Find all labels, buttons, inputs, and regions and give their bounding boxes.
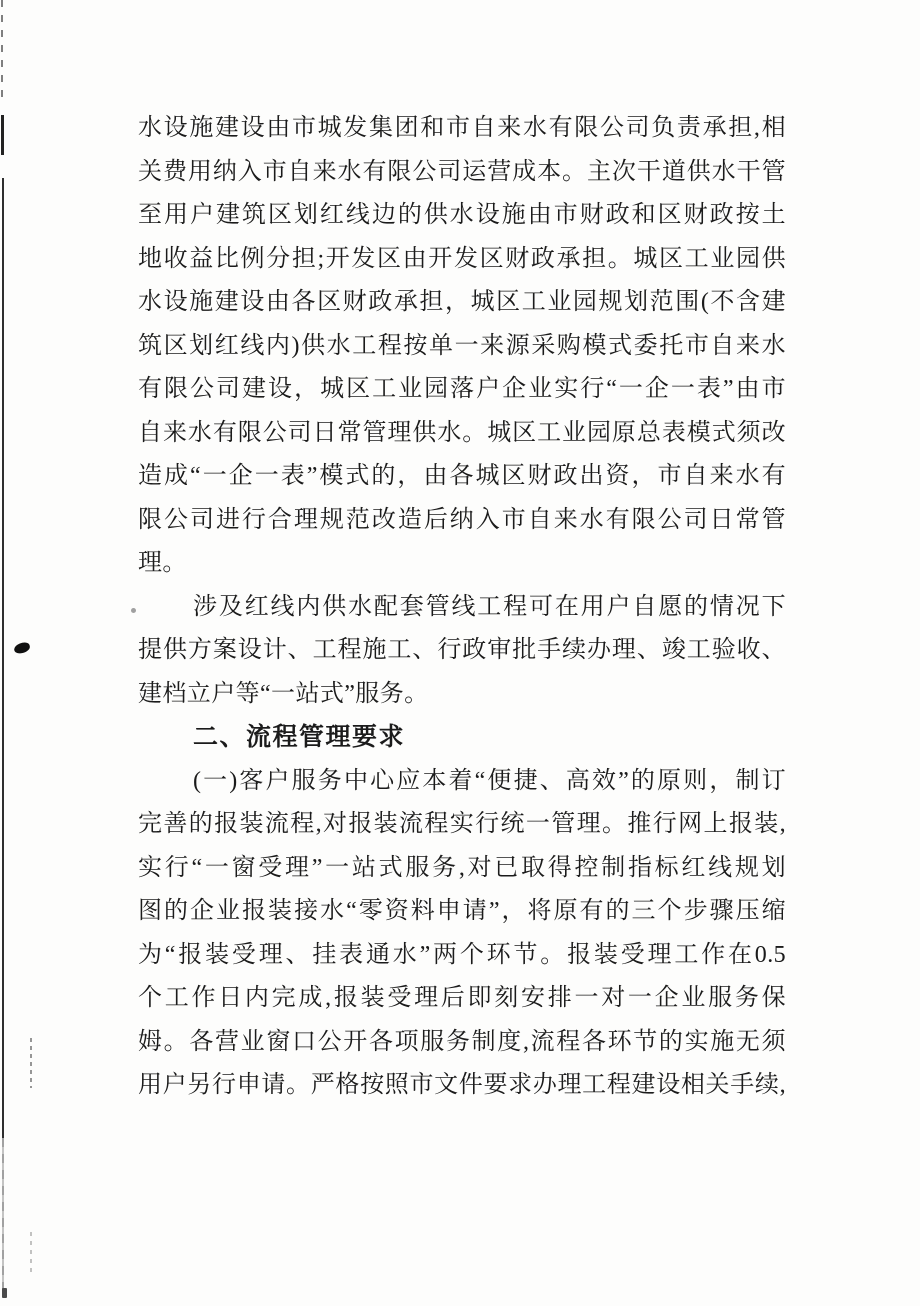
- text-line: 自来水有限公司日常管理供水。城区工业园原总表模式须改: [138, 419, 786, 446]
- section-heading: 二、流程管理要求: [193, 723, 406, 751]
- text-line: 用户另行申请。严格按照市文件要求办理工程建设相关手续,: [138, 1072, 786, 1098]
- scan-edge-line-artifact: [2, 1138, 4, 1290]
- text-line: 为“报装受理、挂表通水”两个环节。报装受理工作在0.5: [138, 941, 786, 968]
- text-line: 理。: [138, 550, 187, 576]
- text-line: 建档立户等“一站式”服务。: [138, 680, 429, 707]
- text-line: 实行“一窗受理”一站式服务,对已取得控制指标红线规划: [138, 854, 786, 881]
- text-line: 地收益比例分担;开发区由开发区财政承担。城区工业园供: [138, 245, 786, 272]
- text-line: 个工作日内完成,报装受理后即刻安排一对一企业服务保: [138, 985, 786, 1011]
- text-line: 造成“一企一表”模式的，由各城区财政出资，市自来水有: [138, 463, 786, 489]
- text-line: 姆。各营业窗口公开各项服务制度,流程各环节的实施无须: [138, 1028, 786, 1055]
- margin-speck-artifact: [131, 608, 136, 613]
- text-line: 水设施建设由各区财政承担，城区工业园规划范围(不含建: [138, 289, 786, 315]
- document-body: [138, 107, 786, 1108]
- scan-edge-line-artifact: [2, 1288, 7, 1298]
- scan-edge-line-artifact: [2, 178, 4, 1138]
- text-line: 提供方案设计、工程施工、行政审批手续办理、竣工验收、: [138, 637, 786, 663]
- text-line: 限公司进行合理规范改造后纳入市自来水有限公司日常管: [138, 506, 786, 533]
- ink-dot-artifact: [13, 641, 31, 655]
- text-line: 图的企业报装接水“零资料申请”，将原有的三个步骤压缩: [138, 898, 786, 924]
- scan-dash-artifact: [30, 1232, 32, 1274]
- scan-dash-artifact: [30, 1038, 32, 1088]
- text-line: 筑区划红线内)供水工程按单一来源采购模式委托市自来水: [138, 332, 786, 359]
- text-line: 关费用纳入市自来水有限公司运营成本。主次干道供水干管: [138, 158, 786, 185]
- scan-edge-line-artifact: [1, 0, 3, 100]
- text-line: 水设施建设由市城发集团和市自来水有限公司负责承担,相: [138, 115, 786, 141]
- text-line: 涉及红线内供水配套管线工程可在用户自愿的情况下: [193, 593, 786, 620]
- text-line: (一)客户服务中心应本着“便捷、高效”的原则，制订: [193, 767, 786, 794]
- text-line: 有限公司建设，城区工业园落户企业实行“一企一表”由市: [138, 376, 786, 402]
- text-line: 完善的报装流程,对报装流程实行统一管理。推行网上报装,: [138, 811, 786, 837]
- text-line: 至用户建筑区划红线边的供水设施由市财政和区财政按土: [138, 202, 786, 228]
- scan-edge-line-artifact: [1, 115, 4, 155]
